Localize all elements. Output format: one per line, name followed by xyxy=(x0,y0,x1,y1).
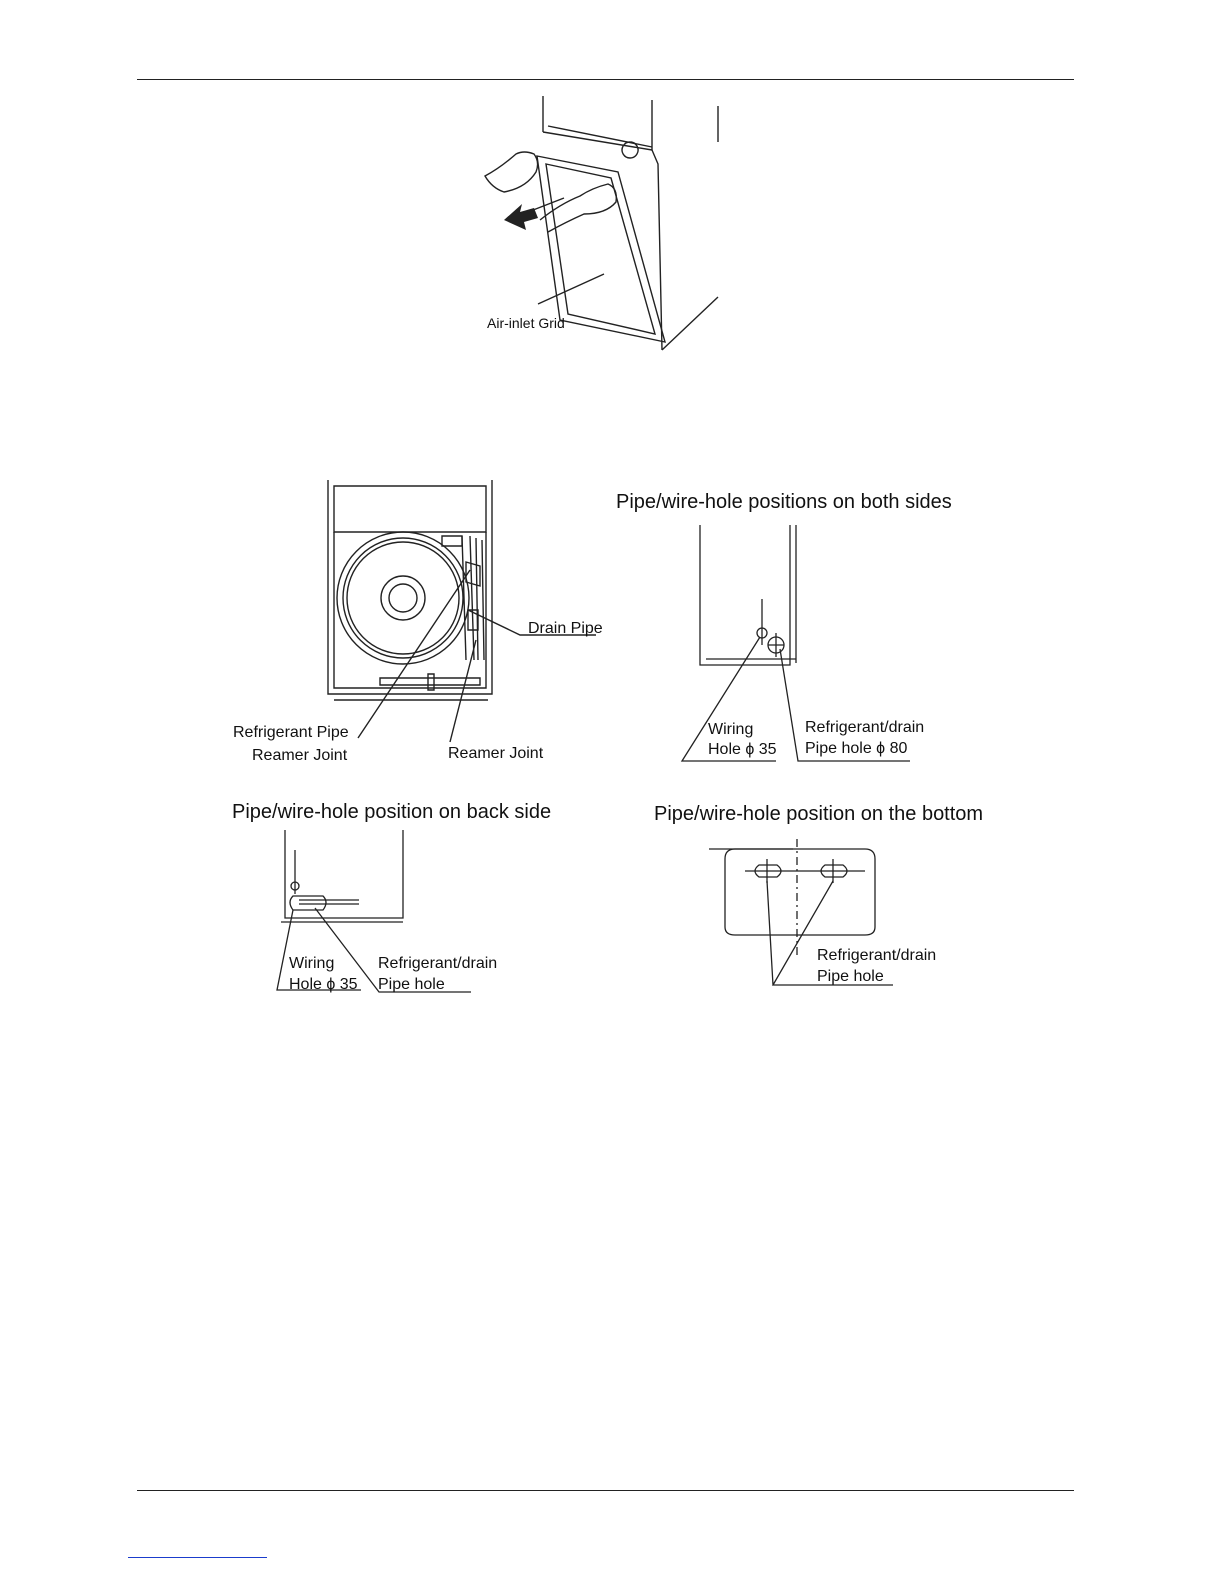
sides-pipe-line2: Pipe hole ϕ 80 xyxy=(805,740,908,757)
back-pipe-line2: Pipe hole xyxy=(378,976,445,993)
back-pipe-line1: Refrigerant/drain xyxy=(378,955,498,972)
header-rule xyxy=(137,79,1074,80)
footer-link-underline[interactable] xyxy=(128,1557,267,1558)
bottom-pipe-line2: Pipe hole xyxy=(817,968,884,985)
back-wiring-line2: Hole ϕ 35 xyxy=(289,976,358,993)
drain-pipe-label: Drain Pipe xyxy=(528,620,603,637)
refrigerant-pipe-label: Refrigerant Pipe xyxy=(233,724,349,741)
sides-wiring-line1: Wiring xyxy=(708,721,754,738)
back-holes-diagram xyxy=(275,830,515,1000)
sides-pipe-line1: Refrigerant/drain xyxy=(805,719,925,736)
air-inlet-grid-label: Air-inlet Grid xyxy=(487,315,565,331)
back-heading: Pipe/wire-hole position on back side xyxy=(232,801,552,823)
reamer-joint-left-label: Reamer Joint xyxy=(252,747,348,764)
bottom-heading: Pipe/wire-hole position on the bottom xyxy=(654,803,984,825)
sides-wiring-line2: Hole ϕ 35 xyxy=(708,741,777,758)
reamer-joint-right-label: Reamer Joint xyxy=(448,745,544,762)
footer-rule xyxy=(137,1490,1074,1491)
back-wiring-line1: Wiring xyxy=(289,955,335,972)
sides-heading: Pipe/wire-hole positions on both sides xyxy=(616,491,952,513)
bottom-pipe-line1: Refrigerant/drain xyxy=(817,947,937,964)
